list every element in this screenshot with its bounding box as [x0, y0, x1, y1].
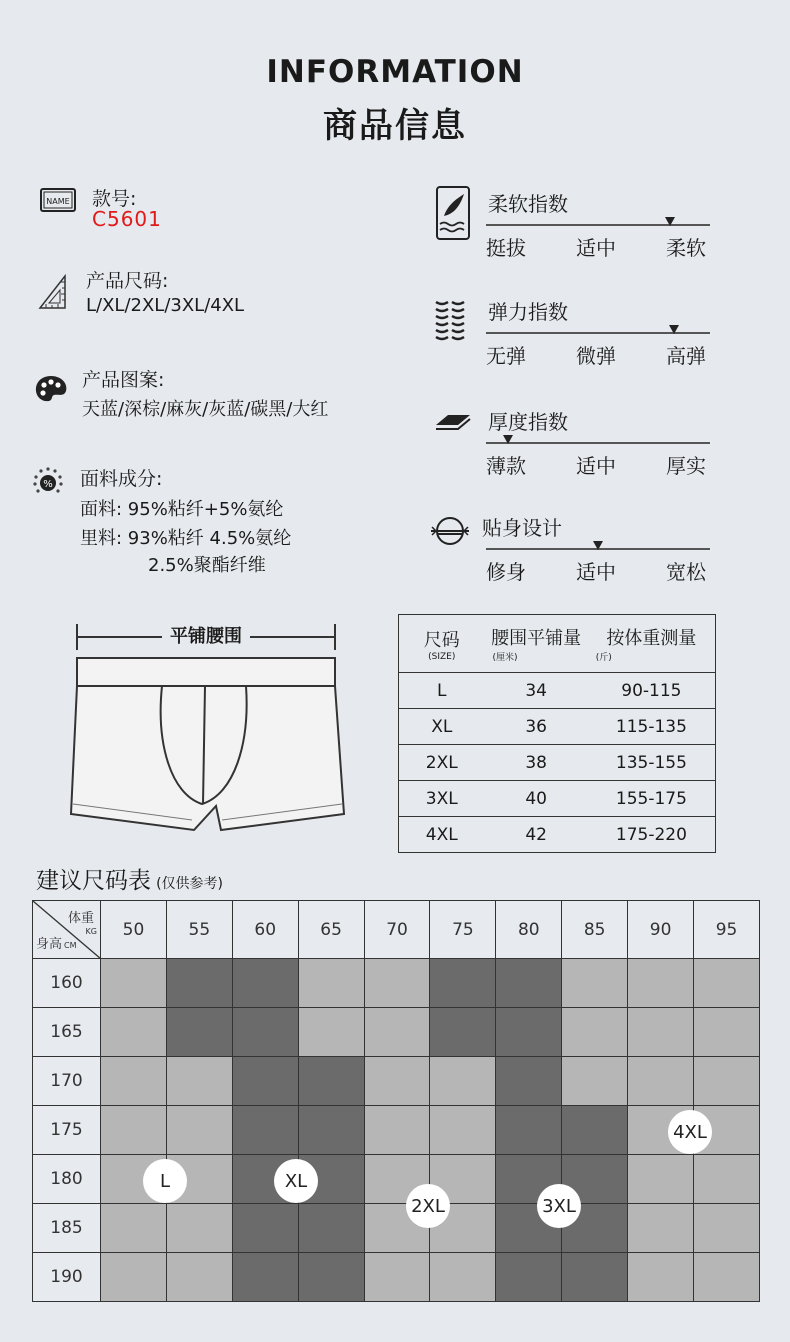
- grid-cell: [628, 1155, 694, 1204]
- grid-cell: [562, 1106, 628, 1155]
- grid-cell: [694, 1253, 760, 1302]
- size-bubble: L: [143, 1159, 187, 1203]
- name-tag-icon: [40, 188, 76, 210]
- size-table-row: [399, 817, 716, 853]
- grid-height-header: 170: [33, 1057, 101, 1106]
- grid-weight-header: 95: [694, 901, 760, 959]
- grid-cell: [562, 1253, 628, 1302]
- grid-cell: [232, 1204, 298, 1253]
- index-level-marker: [503, 435, 513, 444]
- title-cn: 商品信息: [323, 106, 467, 146]
- index-title: 贴身设计: [482, 516, 562, 540]
- grid-cell: [562, 1057, 628, 1106]
- grid-title: 建议尺码表: [36, 868, 151, 894]
- grid-cell: [298, 1106, 364, 1155]
- boxer-brief-illustration: [66, 654, 348, 840]
- grid-cell: [430, 1106, 496, 1155]
- ruler-triangle-icon: [38, 274, 68, 314]
- index-scale-line: [486, 442, 710, 444]
- grid-cell: [364, 959, 430, 1008]
- grid-row: [33, 959, 760, 1008]
- grid-cell: [430, 1057, 496, 1106]
- grid-cell: [232, 959, 298, 1008]
- grid-cell: [364, 1057, 430, 1106]
- corner-weight-unit: KG: [85, 927, 97, 936]
- fabric-label: 面料成分:: [80, 468, 163, 490]
- style-value: C5601: [92, 207, 162, 231]
- size-table-cell: L: [399, 673, 485, 709]
- grid-cell: [101, 1253, 167, 1302]
- corner-weight-label: 体重: [67, 911, 94, 926]
- grid-cell: [232, 1008, 298, 1057]
- grid-cell: [430, 1253, 496, 1302]
- weight-header-cell: 按体重测量 (斤): [588, 615, 716, 673]
- percent-dots-icon: [32, 466, 64, 502]
- grid-height-header: 190: [33, 1253, 101, 1302]
- size-bubble: 3XL: [537, 1184, 581, 1228]
- grid-cell: [101, 1204, 167, 1253]
- grid-weight-header: 60: [232, 901, 298, 959]
- grid-cell: [430, 959, 496, 1008]
- grid-weight-header: 80: [496, 901, 562, 959]
- index-option: 高弹: [666, 344, 706, 368]
- grid-cell: [232, 1253, 298, 1302]
- grid-cell: [694, 1057, 760, 1106]
- size-table-cell: 175-220: [588, 817, 716, 853]
- size-table-row: [399, 673, 716, 709]
- grid-height-header: 180: [33, 1155, 101, 1204]
- size-table-cell: 115-135: [588, 709, 716, 745]
- grid-cell: [496, 1106, 562, 1155]
- grid-cell: [628, 1204, 694, 1253]
- size-table-cell: 155-175: [588, 781, 716, 817]
- size-table-row: [399, 745, 716, 781]
- size-table-cell: 3XL: [399, 781, 485, 817]
- waist-label: 平铺腰围: [170, 626, 242, 647]
- size-table: [398, 614, 716, 853]
- grid-row: [33, 1204, 760, 1253]
- index-option: 适中: [576, 236, 616, 260]
- grid-cell: [496, 959, 562, 1008]
- size-table-cell: 36: [485, 709, 588, 745]
- grid-cell: [694, 1204, 760, 1253]
- grid-height-header: 185: [33, 1204, 101, 1253]
- index-level-marker: [593, 541, 603, 550]
- index-option: 微弹: [576, 344, 616, 368]
- grid-weight-header: 85: [562, 901, 628, 959]
- pattern-label: 产品图案:: [82, 369, 165, 391]
- size-table-cell: 2XL: [399, 745, 485, 781]
- grid-cell: [496, 1057, 562, 1106]
- grid-cell: [166, 1106, 232, 1155]
- index-title: 厚度指数: [488, 410, 568, 434]
- title-en: INFORMATION: [266, 54, 524, 90]
- index-scale-line: [486, 224, 710, 226]
- grid-subtitle: (仅供参考): [156, 876, 224, 892]
- grid-cell: [496, 1008, 562, 1057]
- grid-cell: [562, 1008, 628, 1057]
- grid-cell: [166, 1253, 232, 1302]
- grid-cell: [166, 1008, 232, 1057]
- grid-cell: [694, 959, 760, 1008]
- size-bubble: 2XL: [406, 1184, 450, 1228]
- grid-weight-header: 90: [628, 901, 694, 959]
- index-option: 适中: [576, 560, 616, 584]
- grid-cell: [298, 1253, 364, 1302]
- index-level-marker: [665, 217, 675, 226]
- grid-weight-header: 70: [364, 901, 430, 959]
- grid-cell: [628, 1008, 694, 1057]
- grid-cell: [166, 1057, 232, 1106]
- grid-cell: [101, 1057, 167, 1106]
- size-table-header: [399, 615, 716, 673]
- size-table-row: [399, 709, 716, 745]
- feather-softness-icon: [436, 186, 470, 244]
- grid-row: [33, 1155, 760, 1204]
- fabric-inner: 里料: 93%粘纤 4.5%氨纶: [80, 528, 292, 549]
- size-table-cell: 135-155: [588, 745, 716, 781]
- grid-cell: [694, 1008, 760, 1057]
- index-option: 柔软: [666, 236, 706, 260]
- index-title: 柔软指数: [488, 192, 568, 216]
- grid-title-wrap: [36, 862, 223, 895]
- grid-cell: [364, 1106, 430, 1155]
- grid-cell: [694, 1155, 760, 1204]
- size-recommendation-grid: [32, 900, 760, 1302]
- grid-cell: [101, 959, 167, 1008]
- grid-cell: [364, 1008, 430, 1057]
- grid-cell: [298, 959, 364, 1008]
- size-table-cell: 42: [485, 817, 588, 853]
- size-bubble: XL: [274, 1159, 318, 1203]
- grid-cell: [232, 1106, 298, 1155]
- grid-cell: [628, 959, 694, 1008]
- grid-row: [33, 1253, 760, 1302]
- index-level-marker: [669, 325, 679, 334]
- index-option: 修身: [486, 560, 526, 584]
- size-table-cell: 34: [485, 673, 588, 709]
- style-label: 款号:: [92, 188, 137, 210]
- svg-text:NAME: NAME: [46, 197, 70, 206]
- size-bubble: 4XL: [668, 1110, 712, 1154]
- grid-height-header: 165: [33, 1008, 101, 1057]
- grid-cell: [628, 1057, 694, 1106]
- grid-cell: [232, 1057, 298, 1106]
- grid-weight-header: 65: [298, 901, 364, 959]
- grid-weight-header-row: [33, 901, 760, 959]
- size-table-cell: XL: [399, 709, 485, 745]
- grid-cell: [101, 1008, 167, 1057]
- fabric-outer: 面料: 95%粘纤+5%氨纶: [80, 499, 284, 520]
- pattern-value: 天蓝/深棕/麻灰/灰蓝/碳黑/大红: [82, 399, 329, 420]
- palette-icon: [34, 374, 68, 408]
- size-table-row: [399, 781, 716, 817]
- size-table-cell: 38: [485, 745, 588, 781]
- size-table-cell: 4XL: [399, 817, 485, 853]
- grid-cell: [496, 1253, 562, 1302]
- grid-cell: [298, 1204, 364, 1253]
- svg-text:%: %: [43, 479, 53, 490]
- grid-weight-header: 75: [430, 901, 496, 959]
- size-table-cell: 40: [485, 781, 588, 817]
- grid-row: [33, 1008, 760, 1057]
- grid-cell: [101, 1106, 167, 1155]
- grid-cell: [166, 1204, 232, 1253]
- index-option: 适中: [576, 454, 616, 478]
- grid-cell: [628, 1253, 694, 1302]
- grid-cell: [562, 959, 628, 1008]
- index-option: 薄款: [486, 454, 526, 478]
- index-option: 宽松: [666, 560, 706, 584]
- grid-weight-header: 55: [166, 901, 232, 959]
- index-option: 挺拔: [486, 236, 526, 260]
- size-header-cell: 尺码 (SIZE): [399, 615, 485, 673]
- corner-height-label: 身高 CM: [36, 937, 77, 952]
- grid-height-header: 160: [33, 959, 101, 1008]
- grid-weight-header: 50: [101, 901, 167, 959]
- size-value: L/XL/2XL/3XL/4XL: [86, 295, 245, 316]
- size-label: 产品尺码:: [86, 270, 169, 292]
- grid-cell: [166, 959, 232, 1008]
- grid-cell: [430, 1008, 496, 1057]
- size-table-cell: 90-115: [588, 673, 716, 709]
- index-option: 无弹: [486, 344, 526, 368]
- waist-header-cell: 腰围平铺量 (厘米): [485, 615, 588, 673]
- grid-cell: [364, 1253, 430, 1302]
- spring-elasticity-icon: [432, 298, 470, 348]
- layers-thickness-icon: [434, 412, 472, 438]
- body-fit-icon: [430, 514, 470, 552]
- grid-cell: [298, 1057, 364, 1106]
- index-title: 弹力指数: [488, 300, 568, 324]
- index-option: 厚实: [666, 454, 706, 478]
- grid-height-header: 175: [33, 1106, 101, 1155]
- grid-row: [33, 1106, 760, 1155]
- grid-row: [33, 1057, 760, 1106]
- grid-corner-cell: [33, 901, 101, 959]
- grid-cell: [298, 1008, 364, 1057]
- fabric-inner-2: 2.5%聚酯纤维: [148, 555, 266, 576]
